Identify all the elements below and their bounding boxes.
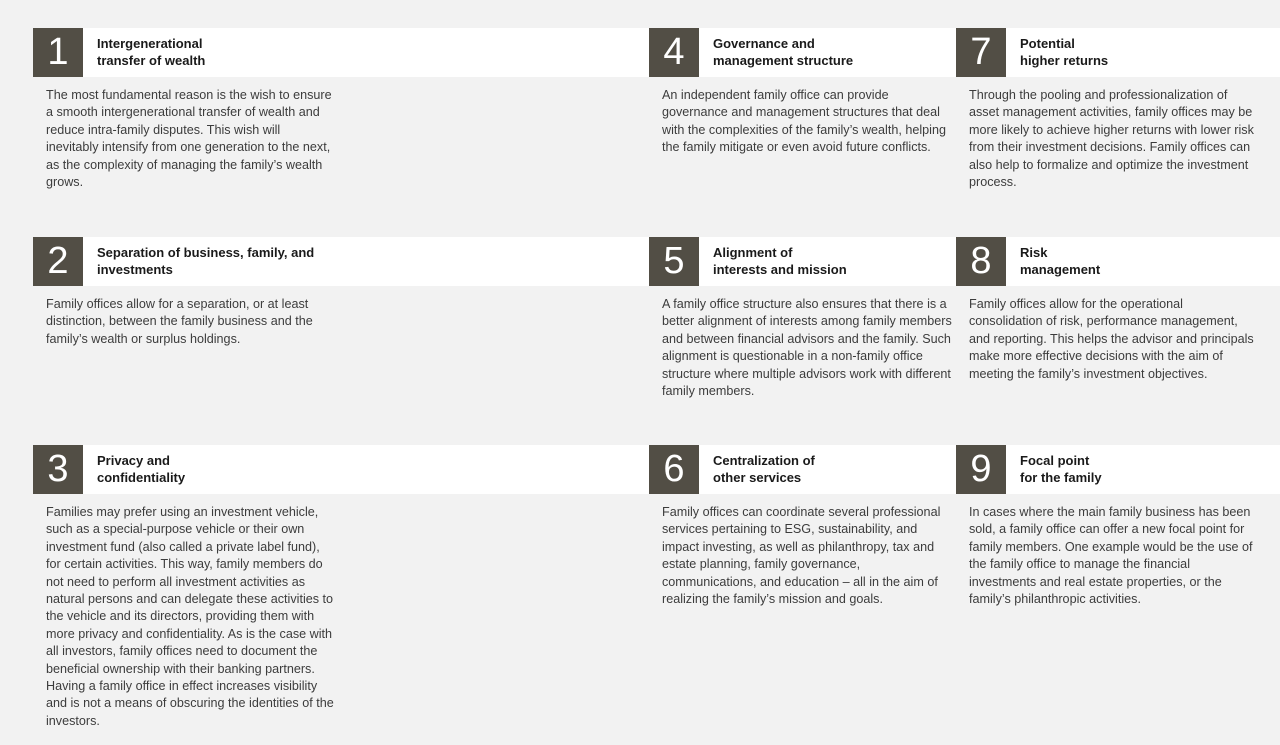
reason-text: Through the pooling and professionalization of asset management activities, family offices may be more likely to achieve higher returns with lower risk from their investment decisions. Family offices can also help to formalize and optimize the investment process. [969,88,1254,190]
reason-header [33,237,343,286]
reason-card-7 [956,28,1266,191]
reason-text: Family offices allow for the operational consolidation of risk, performance management, and reporting. This helps the advisor and principals make more effective decisions with the aim of meeting the family’s investment objectives. [969,297,1254,381]
reason-text: Family offices allow for a separation, or at least distinction, between the family business and the family’s wealth or surplus holdings. [46,297,313,346]
reason-header [956,28,1266,77]
reason-header [649,445,949,494]
reason-card-9 [956,445,1266,608]
reason-title: Privacy and confidentiality [97,453,186,485]
reason-card-2 [33,237,343,348]
reason-number: 9 [956,445,1006,494]
reason-text: The most fundamental reason is the wish to ensure a smooth intergenerational transfer of wealth and reduce intra-family disputes. This wish will inevitably intensify from one generation to the next, as the complexity of managing the family’s wealth grows. [46,88,332,190]
reason-text: Families may prefer using an investment vehicle, such as a special-purpose vehicle or their own investment fund (also called a private label fund), for certain activities. This way, family members do not need to perform all investment activities as natural persons and can delegate these activities to the vehicle and its directors, providing them with more privacy and confidentiality. As is the case with all investors, family offices need to document the beneficial ownership with their banking partners. Having a family office in effect increases visibility and is not a means of obscuring the identities of the investors. [46,505,334,728]
reason-card-3 [33,445,343,730]
reason-number: 7 [956,28,1006,77]
reason-title: Focal point for the family [1020,453,1102,485]
reason-header [956,237,1266,286]
reason-text: A family office structure also ensures that there is a better alignment of interests among family members and between financial advisors and the family. Such alignment is questionable in a non-family office structure where multiple advisors work with different family members. [662,297,952,399]
reason-number: 3 [33,445,83,494]
reason-card-4 [649,28,949,157]
reason-number: 6 [649,445,699,494]
reason-number: 1 [33,28,83,77]
reason-text: In cases where the main family business has been sold, a family office can offer a new focal point for family members. One example would be the use of the family office to manage the financial investments and real estate properties, or the family’s philanthropic activities. [969,505,1253,607]
reason-card-5 [649,237,952,400]
reason-title: Centralization of other services [713,453,815,485]
reason-text: Family offices can coordinate several professional services pertaining to ESG, sustainability, and impact investing, as well as philanthropy, tax and estate planning, family governance, communications, and education – all in the aim of realizing the family’s mission and goals. [662,505,941,607]
reason-header [33,445,343,494]
reason-title: Intergenerational transfer of wealth [97,36,206,68]
reason-title: Governance and management structure [713,36,854,68]
reason-title: Separation of business, family, and investments [97,245,315,277]
reason-text: An independent family office can provide governance and management structures that deal with the complexities of the family’s wealth, helping the family mitigate or even avoid future conflicts. [662,88,946,155]
reason-title: Risk management [1020,245,1101,277]
reason-header [649,237,949,286]
reason-number: 5 [649,237,699,286]
reason-number: 4 [649,28,699,77]
reason-card-1 [33,28,343,191]
reason-card-8 [956,237,1266,383]
reason-header [956,445,1266,494]
reason-title: Alignment of interests and mission [713,245,847,277]
reason-card-6 [649,445,949,608]
reason-number: 2 [33,237,83,286]
reason-header [649,28,949,77]
reason-number: 8 [956,237,1006,286]
reason-title: Potential higher returns [1020,36,1109,68]
reason-header [33,28,343,77]
